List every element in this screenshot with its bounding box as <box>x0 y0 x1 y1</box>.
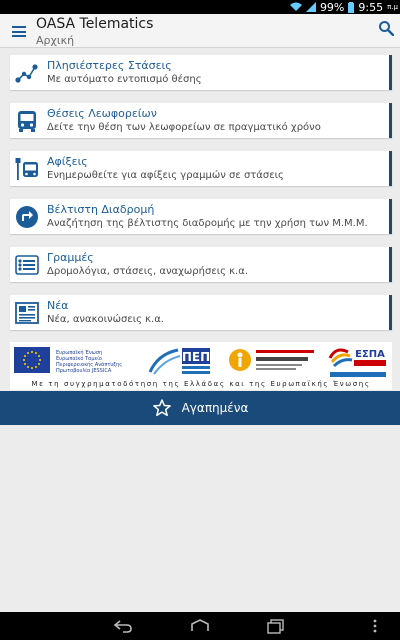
menu-item-nearest-stops[interactable] <box>10 55 392 90</box>
menu-item-arrivals[interactable] <box>10 151 392 186</box>
sponsor-caption: Με τη συγχρηματοδότηση της Ελλάδας και της Ευρωπαϊκής Ένωσης <box>31 380 371 388</box>
menu-item-description: Δρομολόγια, στάσεις, αναχωρήσεις κ.α. <box>47 266 249 277</box>
menu-item-title: Αφίξεις <box>47 155 88 168</box>
menu-item-description: Αναζήτηση της βέλτιστης διαδρομής με την χρήση των Μ.Μ.Μ. <box>47 218 368 229</box>
battery-icon <box>348 2 354 13</box>
menu-item-title: Πλησιέστερες Στάσεις <box>47 59 172 72</box>
favorites-button[interactable] <box>0 391 400 425</box>
page-subtitle: Αρχική <box>36 34 75 47</box>
status-icons <box>290 0 398 14</box>
menu-item-description: Νέα, ανακοινώσεις κ.α. <box>47 314 164 325</box>
eu-fund-text <box>56 350 146 384</box>
menu-item-lines[interactable] <box>10 247 392 282</box>
search-icon[interactable] <box>378 20 394 36</box>
directions-icon <box>14 204 40 230</box>
svg-text:ΠΕΠ: ΠΕΠ <box>181 350 211 364</box>
digital-convergence-logo <box>228 344 318 376</box>
pep-logo <box>148 344 212 376</box>
signal-icon <box>306 2 316 12</box>
menu-item-title: Γραμμές <box>47 251 94 264</box>
bus-icon <box>14 108 40 134</box>
eu-flag-logo <box>14 347 50 373</box>
star-outline-icon <box>152 398 172 418</box>
menu-item-bus-positions[interactable] <box>10 103 392 138</box>
menu-item-title: Βέλτιστη Διαδρομή <box>47 203 155 216</box>
menu-item-title: Θέσεις Λεωφορείων <box>47 107 157 120</box>
bus-stop-icon <box>14 156 40 182</box>
svg-text:ΕΣΠΑ: ΕΣΠΑ <box>355 349 385 360</box>
clock: 9:55 <box>358 0 384 14</box>
system-nav-bar <box>0 612 400 640</box>
sponsor-banner <box>10 342 392 390</box>
menu-item-news[interactable] <box>10 295 392 330</box>
wifi-icon <box>290 2 302 12</box>
eu-text-line: Περιφερειακής Ανάπτυξης <box>56 362 123 368</box>
menu-item-description: Δείτε την θέση των λεωφορείων σε πραγματικό χρόνο <box>47 122 321 133</box>
main-menu-list <box>10 55 392 343</box>
eu-text-line: Πρωτοβουλία JESSICA <box>56 368 112 374</box>
home-icon[interactable] <box>189 618 211 634</box>
hamburger-menu-icon[interactable] <box>12 26 26 37</box>
action-bar <box>0 14 400 48</box>
recent-apps-icon[interactable] <box>265 618 287 634</box>
espa-logo <box>328 344 388 378</box>
battery-percent: 99% <box>319 0 345 14</box>
app-title: OASA Telematics <box>36 16 154 32</box>
back-icon[interactable] <box>112 618 134 634</box>
menu-item-description: Ενημερωθείτε για αφίξεις γραμμών σε στάσεις <box>47 170 284 181</box>
eu-text-line: Ευρωπαϊκή Ένωση <box>56 350 103 356</box>
lines-icon <box>14 252 40 278</box>
favorites-label: Αγαπημένα <box>181 401 249 415</box>
menu-item-description: Με αυτόματο εντοπισμό θέσης <box>47 74 202 85</box>
status-bar <box>0 0 400 14</box>
menu-item-title: Νέα <box>47 299 69 312</box>
menu-item-best-route[interactable] <box>10 199 392 234</box>
route-dots-icon <box>14 60 40 86</box>
news-icon <box>14 300 40 326</box>
eu-text-line: Ευρωπαϊκό Ταμείο <box>56 356 102 362</box>
clock-suffix: π.μ <box>387 3 398 11</box>
overflow-menu-icon[interactable] <box>370 618 380 634</box>
